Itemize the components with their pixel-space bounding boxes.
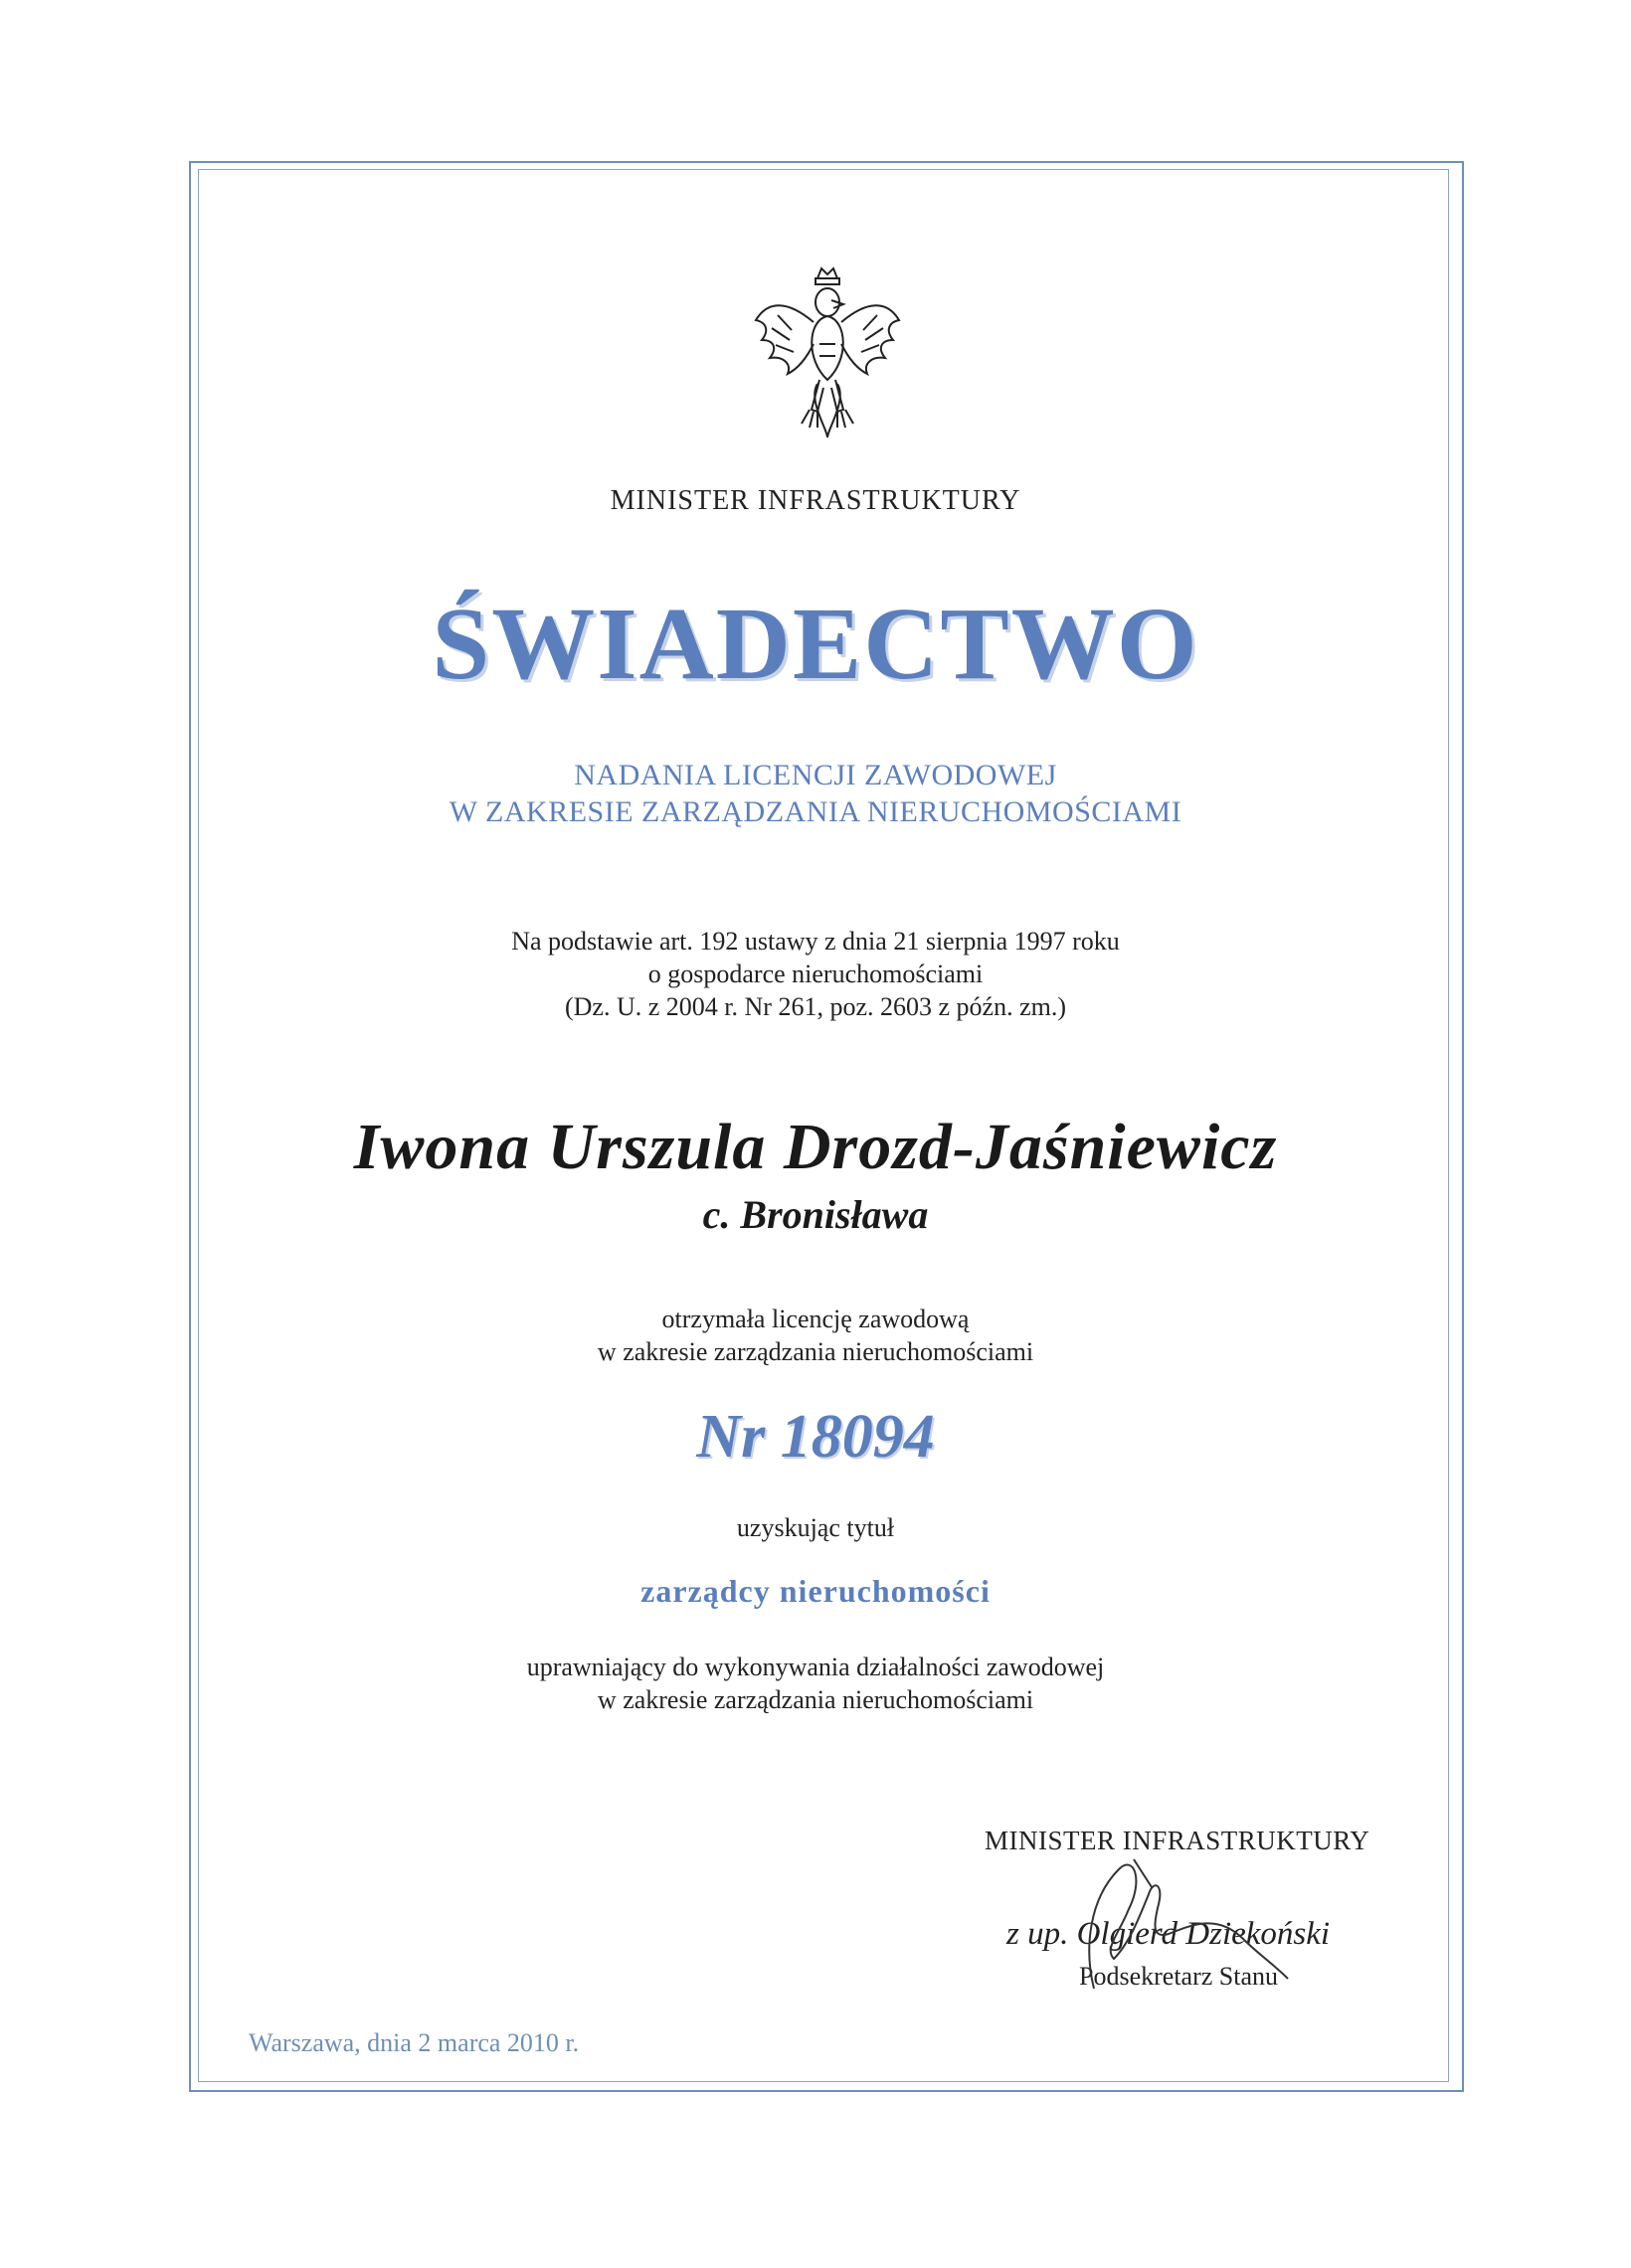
legal-basis-line2: o gospodarce nieruchomościami — [647, 960, 984, 988]
authorization-line1: uprawniający do wykonywania działalności zawodowej — [526, 1653, 1105, 1681]
received-license-line1: otrzymała licencję zawodową — [661, 1305, 970, 1333]
holder-name: Iwona Urszula Drozd-Jaśniewicz — [353, 1111, 1278, 1183]
signatory-name: z up. Olgierd Dziekoński — [1006, 1916, 1331, 1952]
title-intro-text: uzyskując tytuł — [736, 1513, 895, 1542]
certificate-title: ŚWIADECTWO — [432, 587, 1199, 701]
signatory-office: MINISTER INFRASTRUKTURY — [985, 1826, 1370, 1855]
certificate-subtitle-line1: NADANIA LICENCJI ZAWODOWEJ — [574, 759, 1057, 791]
polish-eagle-emblem-icon — [748, 261, 907, 449]
legal-basis-line1: Na podstawie art. 192 ustawy z dnia 21 sierpnia 1997 roku — [511, 927, 1120, 956]
legal-basis-line3: (Dz. U. z 2004 r. Nr 261, poz. 2603 z późn. zm.) — [565, 992, 1066, 1021]
holder-patronymic: c. Bronisława — [702, 1192, 929, 1237]
professional-title: zarządcy nieruchomości — [640, 1573, 991, 1609]
certificate-subtitle-line2: W ZAKRESIE ZARZĄDZANIA NIERUCHOMOŚCIAMI — [449, 795, 1182, 828]
issuer-heading: MINISTER INFRASTRUKTURY — [610, 485, 1021, 516]
signatory-role: Podsekretarz Stanu — [1079, 1962, 1279, 1991]
authorization-line2: w zakresie zarządzania nieruchomościami — [597, 1685, 1034, 1714]
license-number: Nr 18094 — [696, 1403, 935, 1471]
received-license-line2: w zakresie zarządzania nieruchomościami — [597, 1337, 1034, 1366]
handwritten-signature — [1034, 1839, 1333, 1999]
place-and-date: Warszawa, dnia 2 marca 2010 r. — [249, 2028, 580, 2057]
